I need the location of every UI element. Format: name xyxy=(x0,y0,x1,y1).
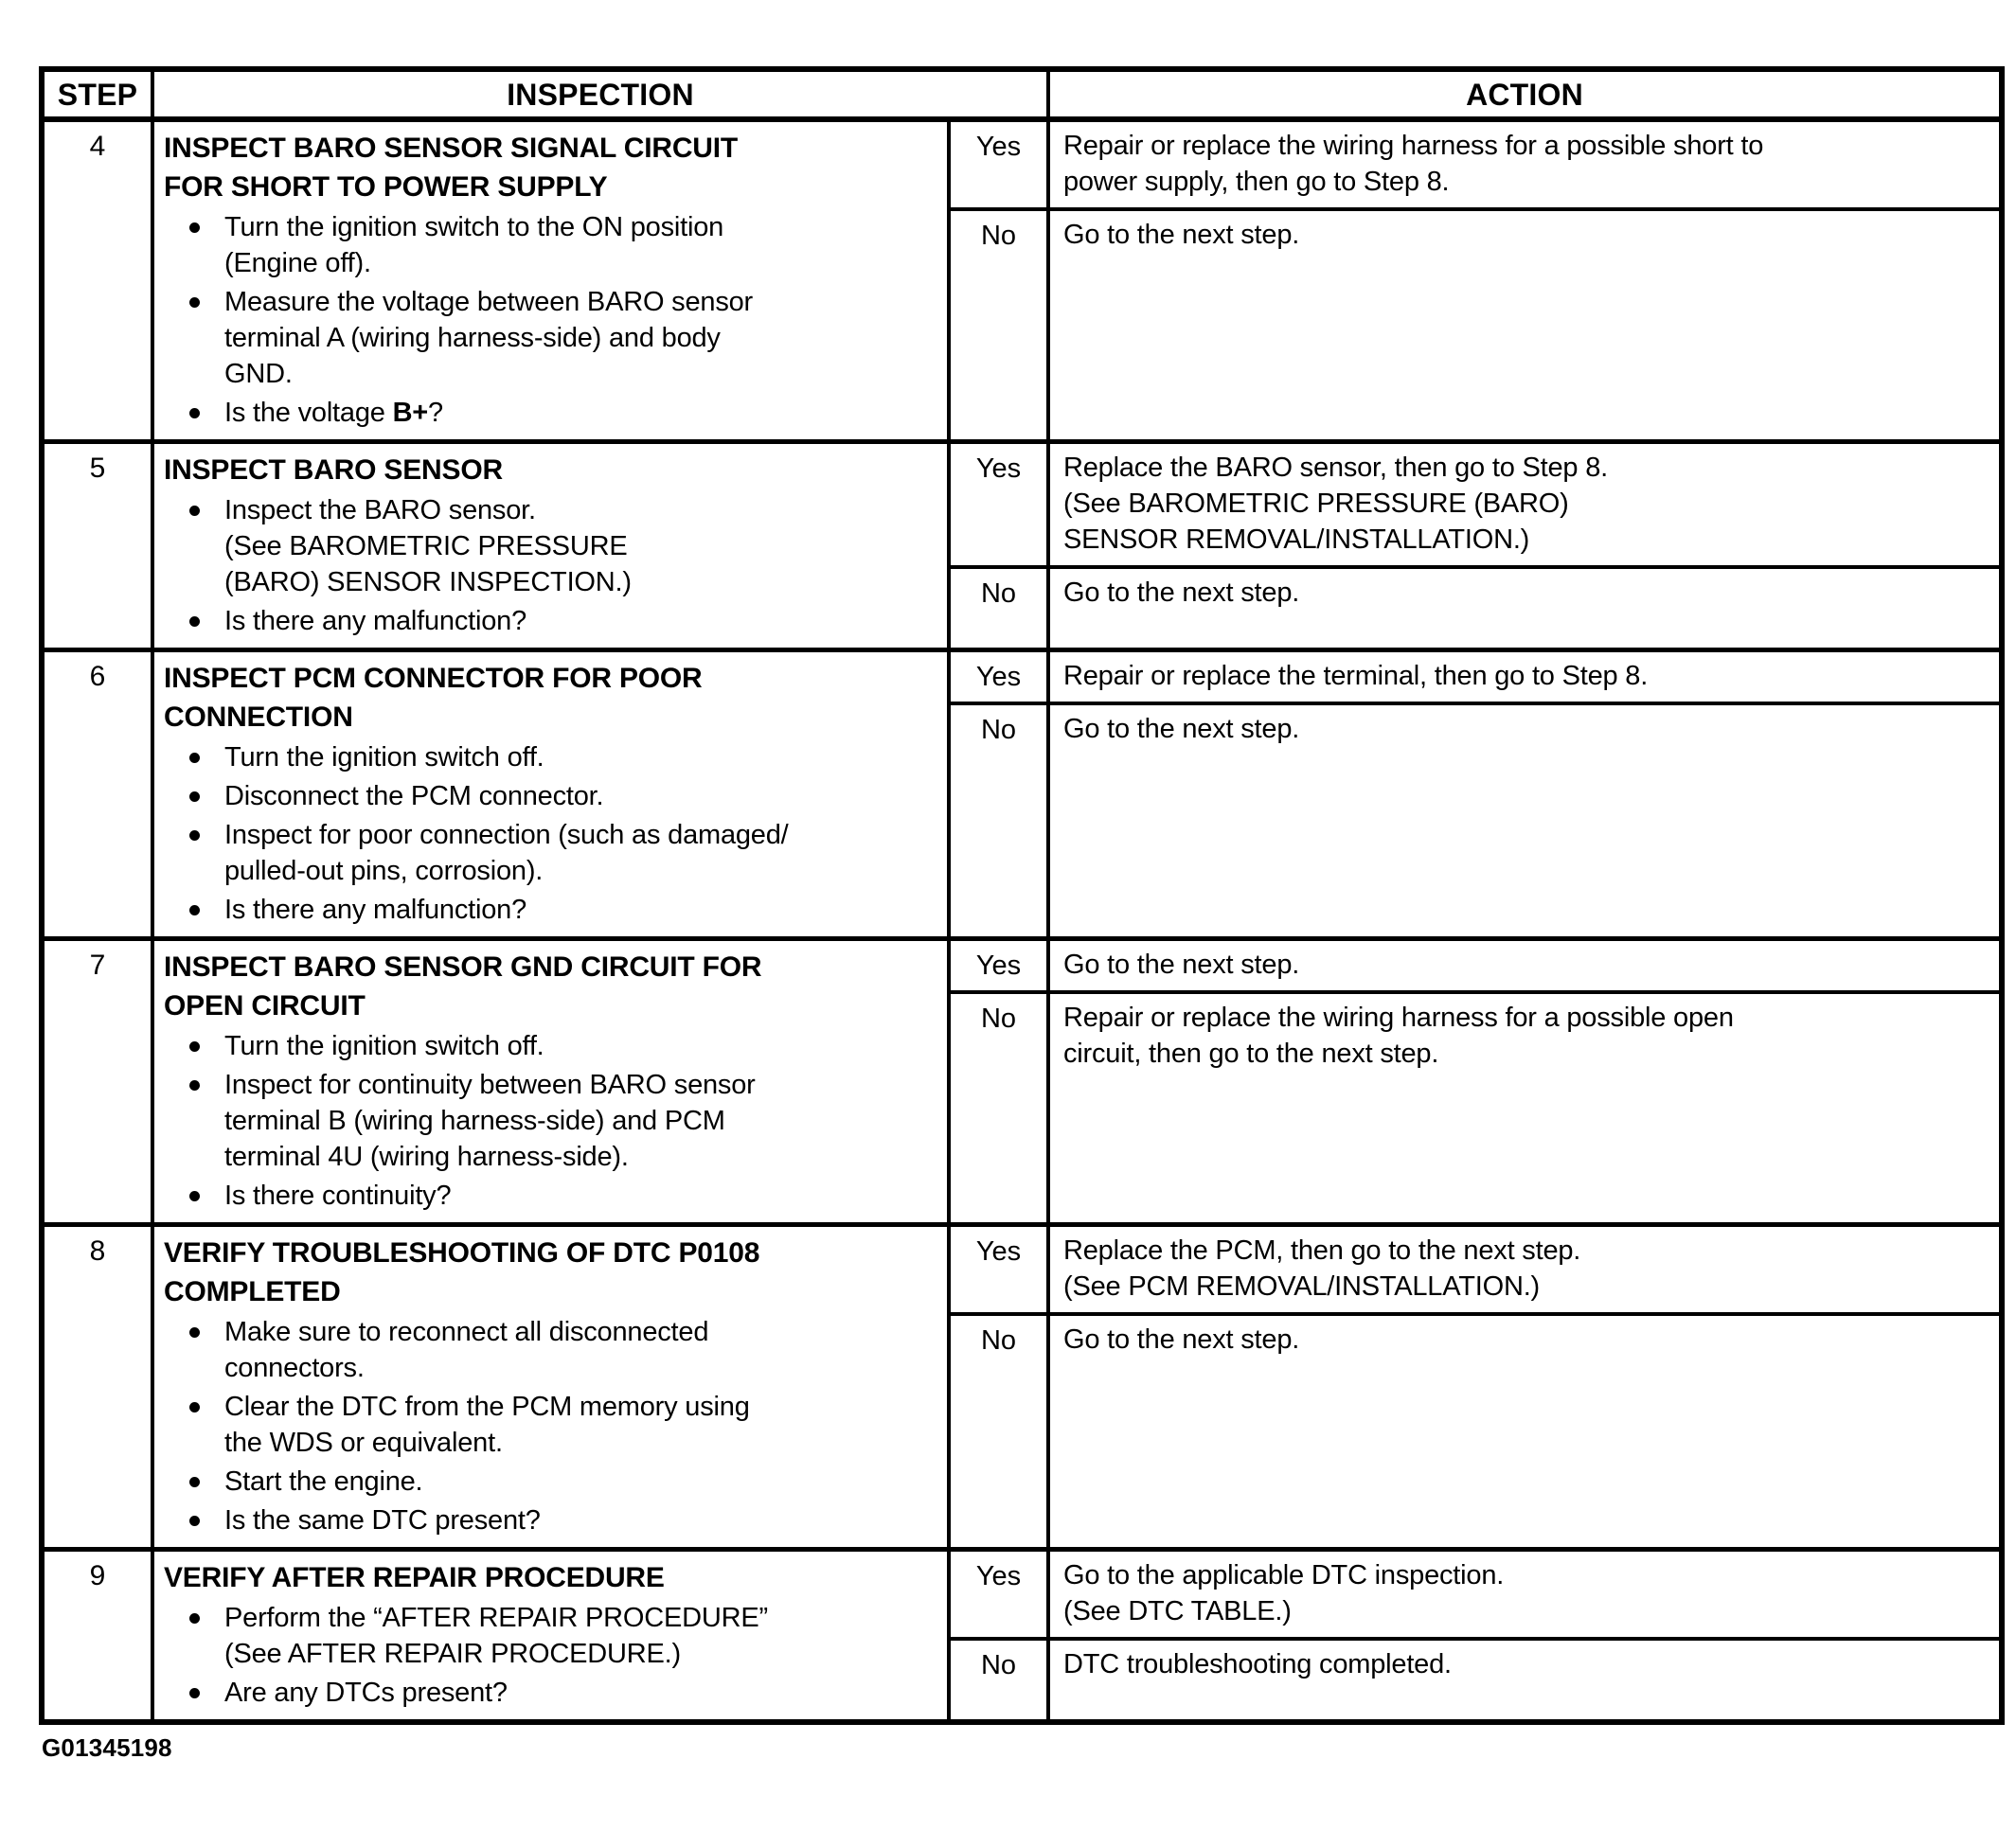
inspection-bullet-line: Is the voltage B+? xyxy=(224,398,443,428)
inspection-bullet-item xyxy=(164,1178,939,1214)
yes-cell xyxy=(951,652,1050,702)
inspection-bullet-line: Turn the ignition switch off. xyxy=(224,1031,544,1061)
inspection-bullet-line: Is there any malfunction? xyxy=(224,606,527,636)
inspection-bullet-list xyxy=(164,1600,939,1711)
inspection-bullet-item xyxy=(164,603,939,639)
inspection-bullet-item xyxy=(164,1502,939,1538)
inspection-title-line: INSPECT BARO SENSOR xyxy=(164,454,503,486)
action-line: Go to the next step. xyxy=(1063,577,1300,608)
inspection-bullet-line: pulled-out pins, corrosion). xyxy=(224,856,544,886)
yes-action-cell xyxy=(1050,941,1999,990)
inspection-bullet-line: Turn the ignition switch to the ON position xyxy=(224,212,724,242)
inspection-bullet-item xyxy=(164,1028,939,1064)
inspection-bullet-item xyxy=(164,1314,939,1386)
no-label: No xyxy=(980,1004,1017,1034)
action-line: circuit, then go to the next step. xyxy=(1063,1039,1439,1069)
inspection-bullet-item xyxy=(164,1675,939,1711)
action-line: Go to the next step. xyxy=(1063,950,1300,980)
inspection-bullet-line: Start the engine. xyxy=(224,1466,423,1497)
table-row xyxy=(45,1222,1999,1547)
yes-cell xyxy=(951,941,1050,990)
inspection-bullet-list xyxy=(164,1028,939,1214)
inspection-title-line: VERIFY TROUBLESHOOTING OF DTC P0108 xyxy=(164,1237,760,1269)
action-line: Replace the BARO sensor, then go to Step 8. xyxy=(1063,453,1608,483)
inspection-bullet-line: Is there any malfunction? xyxy=(224,895,527,925)
yes-action-cell xyxy=(1050,1227,1999,1312)
step-number: 8 xyxy=(89,1235,106,1267)
action-line: (See DTC TABLE.) xyxy=(1063,1596,1292,1626)
inspection-title-line: INSPECT PCM CONNECTOR FOR POOR xyxy=(164,663,703,694)
action-line: Repair or replace the wiring harness for a possible open xyxy=(1063,1003,1734,1033)
yes-cell xyxy=(951,122,1050,207)
inspection-title xyxy=(164,129,939,206)
action-line: Repair or replace the wiring harness for a possible short to xyxy=(1063,131,1764,161)
no-action-cell xyxy=(1050,1312,1999,1547)
no-cell xyxy=(951,990,1050,1222)
yes-label: Yes xyxy=(975,1561,1022,1591)
inspection-cell xyxy=(154,1552,951,1719)
inspection-bullet-line: Turn the ignition switch off. xyxy=(224,742,544,773)
step-number: 5 xyxy=(89,453,106,484)
yes-cell xyxy=(951,1552,1050,1637)
no-label: No xyxy=(980,1325,1017,1356)
yes-cell xyxy=(951,444,1050,565)
yes-label: Yes xyxy=(975,662,1022,692)
action-line: SENSOR REMOVAL/INSTALLATION.) xyxy=(1063,524,1530,555)
inspection-bullet-line: (Engine off). xyxy=(224,248,371,278)
inspection-cell xyxy=(154,444,951,648)
figure-code: G01345198 xyxy=(42,1733,172,1762)
inspection-cell xyxy=(154,652,951,936)
no-label: No xyxy=(980,578,1017,609)
inspection-bullet-line: (BARO) SENSOR INSPECTION.) xyxy=(224,567,632,597)
inspection-title xyxy=(164,1558,939,1597)
inspection-bullet-item xyxy=(164,395,939,431)
step-number-cell xyxy=(45,444,154,648)
inspection-bullet-item xyxy=(164,1389,939,1461)
inspection-bullet-line: Make sure to reconnect all disconnected xyxy=(224,1317,709,1347)
no-action-cell xyxy=(1050,565,1999,648)
inspection-bullet-item xyxy=(164,1464,939,1500)
no-action-cell xyxy=(1050,990,1999,1222)
inspection-title xyxy=(164,451,939,489)
inspection-bullet-line: Inspect the BARO sensor. xyxy=(224,495,536,525)
action-line: DTC troubleshooting completed. xyxy=(1063,1649,1452,1679)
inspection-bullet-item xyxy=(164,739,939,775)
inspection-title-line: CONNECTION xyxy=(164,702,353,733)
inspection-title-line: COMPLETED xyxy=(164,1276,341,1307)
header-step: STEP xyxy=(45,72,154,116)
no-cell xyxy=(951,565,1050,648)
inspection-bullet-line: Is there continuity? xyxy=(224,1181,452,1211)
inspection-bullet-line: connectors. xyxy=(224,1353,365,1383)
yes-label: Yes xyxy=(975,453,1022,484)
inspection-bullet-line: (See AFTER REPAIR PROCEDURE.) xyxy=(224,1639,681,1669)
yes-action-cell xyxy=(1050,444,1999,565)
inspection-bullet-line: terminal B (wiring harness-side) and PCM xyxy=(224,1106,725,1136)
inspection-bullet-item xyxy=(164,778,939,814)
action-line: Go to the next step. xyxy=(1063,714,1300,744)
yes-label: Yes xyxy=(975,132,1022,162)
table-row xyxy=(45,122,1999,439)
inspection-bullet-line: Is the same DTC present? xyxy=(224,1505,541,1536)
inspection-bullet-line: Inspect for poor connection (such as damaged/ xyxy=(224,820,789,850)
yes-action-cell xyxy=(1050,122,1999,207)
yes-label: Yes xyxy=(975,1236,1022,1267)
inspection-bullet-line: Are any DTCs present? xyxy=(224,1678,508,1708)
header-action: ACTION xyxy=(1466,78,1583,112)
table-header-row xyxy=(45,72,1999,122)
inspection-bullet-line: Perform the “AFTER REPAIR PROCEDURE” xyxy=(224,1603,768,1633)
inspection-title xyxy=(164,948,939,1025)
table-row xyxy=(45,439,1999,648)
no-cell xyxy=(951,1312,1050,1547)
yes-action-cell xyxy=(1050,652,1999,702)
step-number: 9 xyxy=(89,1560,106,1591)
inspection-cell xyxy=(154,122,951,439)
no-cell xyxy=(951,207,1050,439)
no-cell xyxy=(951,702,1050,936)
inspection-bullet-line: GND. xyxy=(224,359,293,389)
step-number-cell xyxy=(45,122,154,439)
yes-action-cell xyxy=(1050,1552,1999,1637)
inspection-title-line: VERIFY AFTER REPAIR PROCEDURE xyxy=(164,1562,665,1593)
action-line: (See BAROMETRIC PRESSURE (BARO) xyxy=(1063,489,1569,519)
inspection-bullet-line: Disconnect the PCM connector. xyxy=(224,781,604,811)
step-number: 4 xyxy=(89,131,106,162)
no-label: No xyxy=(980,715,1017,745)
table-row xyxy=(45,1547,1999,1719)
yes-cell xyxy=(951,1227,1050,1312)
step-number-cell xyxy=(45,652,154,936)
action-line: (See PCM REMOVAL/INSTALLATION.) xyxy=(1063,1271,1541,1302)
action-line: Go to the applicable DTC inspection. xyxy=(1063,1560,1505,1590)
no-action-cell xyxy=(1050,207,1999,439)
inspection-bullet-line: Clear the DTC from the PCM memory using xyxy=(224,1392,750,1422)
inspection-title xyxy=(164,1234,939,1311)
table-row xyxy=(45,936,1999,1222)
action-line: Replace the PCM, then go to the next step. xyxy=(1063,1235,1581,1266)
inspection-bullet-line: Inspect for continuity between BARO sensor xyxy=(224,1070,756,1100)
inspection-bullet-item xyxy=(164,817,939,889)
inspection-bullet-item xyxy=(164,492,939,600)
inspection-bullet-line: (See BAROMETRIC PRESSURE xyxy=(224,531,628,561)
inspection-title-line: INSPECT BARO SENSOR GND CIRCUIT FOR xyxy=(164,951,762,983)
step-number-cell xyxy=(45,941,154,1222)
inspection-title-line: INSPECT BARO SENSOR SIGNAL CIRCUIT xyxy=(164,133,739,164)
no-label: No xyxy=(980,1650,1017,1680)
table-row xyxy=(45,648,1999,936)
inspection-bullet-item xyxy=(164,892,939,928)
inspection-cell xyxy=(154,941,951,1222)
inspection-bullet-line: terminal A (wiring harness-side) and body xyxy=(224,323,721,353)
inspection-title-line: OPEN CIRCUIT xyxy=(164,990,366,1022)
inspection-bullet-list xyxy=(164,492,939,639)
no-action-cell xyxy=(1050,702,1999,936)
step-number-cell xyxy=(45,1227,154,1547)
inspection-cell xyxy=(154,1227,951,1547)
action-line: Repair or replace the terminal, then go to Step 8. xyxy=(1063,661,1649,691)
inspection-bullet-item xyxy=(164,1067,939,1175)
inspection-bullet-list xyxy=(164,1314,939,1538)
troubleshooting-table xyxy=(39,66,2005,1725)
action-line: Go to the next step. xyxy=(1063,220,1300,250)
inspection-title xyxy=(164,659,939,737)
action-line: power supply, then go to Step 8. xyxy=(1063,167,1450,197)
inspection-bullet-line: Measure the voltage between BARO sensor xyxy=(224,287,754,317)
step-number-cell xyxy=(45,1552,154,1719)
inspection-bullet-list xyxy=(164,209,939,431)
step-number: 7 xyxy=(89,950,106,981)
yes-label: Yes xyxy=(975,951,1022,981)
no-label: No xyxy=(980,221,1017,251)
no-action-cell xyxy=(1050,1637,1999,1719)
inspection-bullet-item xyxy=(164,284,939,392)
inspection-bullet-item xyxy=(164,1600,939,1672)
header-inspection: INSPECTION xyxy=(154,72,1050,116)
inspection-bullet-line: terminal 4U (wiring harness-side). xyxy=(224,1142,629,1172)
inspection-bullet-line: the WDS or equivalent. xyxy=(224,1428,503,1458)
inspection-title-line: FOR SHORT TO POWER SUPPLY xyxy=(164,171,608,203)
inspection-bullet-list xyxy=(164,739,939,928)
step-number: 6 xyxy=(89,661,106,692)
no-cell xyxy=(951,1637,1050,1719)
inspection-bullet-item xyxy=(164,209,939,281)
action-line: Go to the next step. xyxy=(1063,1324,1300,1355)
